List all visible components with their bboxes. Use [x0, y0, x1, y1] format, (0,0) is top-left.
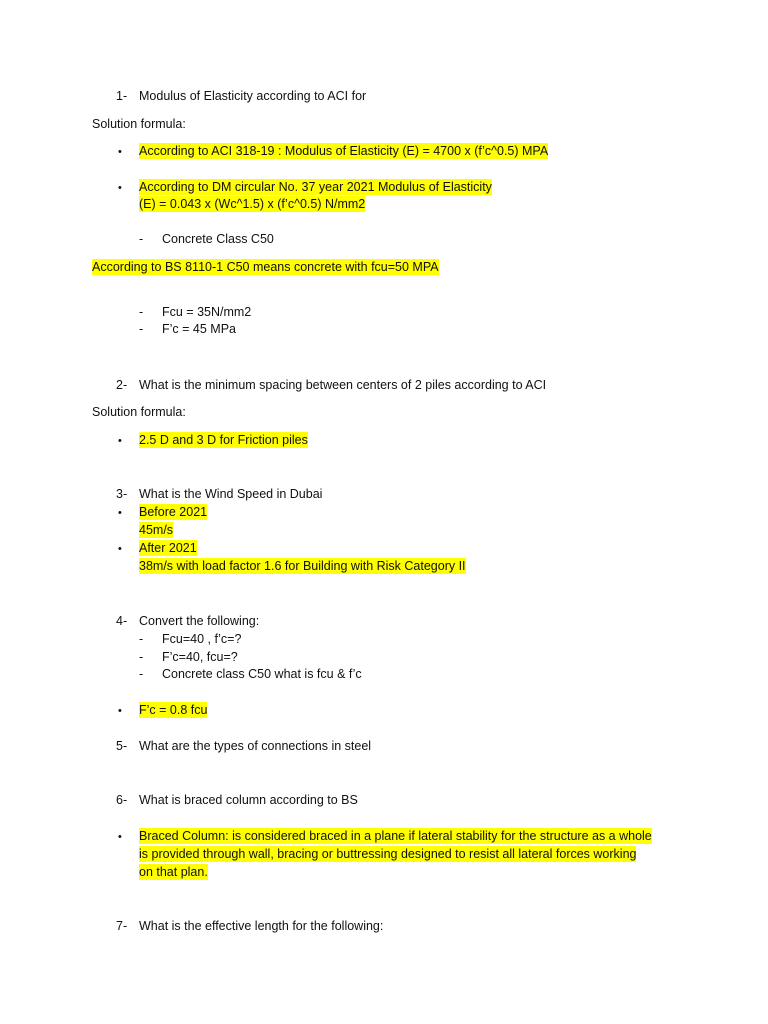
question-6-text: What is braced column according to BS [139, 793, 358, 807]
question-5-text: What are the types of connections in steel [139, 739, 372, 753]
dash-icon: - [139, 232, 144, 246]
after-2021-speed: 38m/s with load factor 1.6 for Building with Risk Category II [139, 559, 466, 573]
bs-note: According to BS 8110-1 C50 means concrete with fcu=50 MPA [92, 260, 439, 274]
bullet-icon: • [118, 507, 122, 519]
dm-formula-line-1: According to DM circular No. 37 year 2021 Modulus of Elasticity [139, 180, 492, 194]
bullet-icon: • [118, 831, 122, 843]
question-4-number: 4- [116, 614, 128, 628]
convert-item-2: F’c=40, fcu=? [162, 650, 238, 664]
solution-label-2: Solution formula: [92, 405, 186, 419]
dash-icon: - [139, 667, 144, 681]
before-2021-speed: 45m/s [139, 523, 174, 537]
question-3-number: 3- [116, 487, 128, 501]
convert-answer: F’c = 0.8 fcu [139, 703, 208, 717]
dash-icon: - [139, 305, 144, 319]
bullet-icon: • [118, 705, 122, 717]
before-2021: Before 2021 [139, 505, 208, 519]
question-4-text: Convert the following: [139, 614, 260, 628]
dash-icon: - [139, 632, 144, 646]
braced-column-line-2: is provided through wall, bracing or buttressing designed to resist all lateral forces working [139, 847, 637, 861]
fcu-value: Fcu = 35N/mm2 [162, 305, 252, 319]
question-2-text: What is the minimum spacing between centers of 2 piles according to ACI [139, 378, 547, 392]
bullet-icon: • [118, 182, 122, 194]
question-2-number: 2- [116, 378, 128, 392]
convert-item-3: Concrete class C50 what is fcu & f’c [162, 667, 362, 681]
bullet-icon: • [118, 543, 122, 555]
aci-formula: According to ACI 318-19 : Modulus of Elasticity (E) = 4700 x (f’c^0.5) MPA [139, 144, 549, 158]
braced-column-line-3: on that plan. [139, 865, 208, 879]
pile-spacing-answer: 2.5 D and 3 D for Friction piles [139, 433, 308, 447]
braced-column-line-1: Braced Column: is considered braced in a plane if lateral stability for the structure as a whole [139, 829, 652, 843]
dm-formula-line-2: (E) = 0.043 x (Wc^1.5) x (f’c^0.5) N/mm2 [139, 197, 366, 211]
dash-icon: - [139, 650, 144, 664]
question-7-text: What is the effective length for the following: [139, 919, 384, 933]
question-1-number: 1- [116, 89, 128, 103]
fc-value: F’c = 45 MPa [162, 322, 236, 336]
question-6-number: 6- [116, 793, 128, 807]
convert-item-1: Fcu=40 , f’c=? [162, 632, 242, 646]
concrete-class: Concrete Class C50 [162, 232, 274, 246]
question-1-text: Modulus of Elasticity according to ACI for [139, 89, 367, 103]
bullet-icon: • [118, 146, 122, 158]
after-2021: After 2021 [139, 541, 197, 555]
question-3-text: What is the Wind Speed in Dubai [139, 487, 323, 501]
bullet-icon: • [118, 435, 122, 447]
dash-icon: - [139, 322, 144, 336]
solution-label-1: Solution formula: [92, 117, 186, 131]
question-7-number: 7- [116, 919, 128, 933]
question-5-number: 5- [116, 739, 128, 753]
